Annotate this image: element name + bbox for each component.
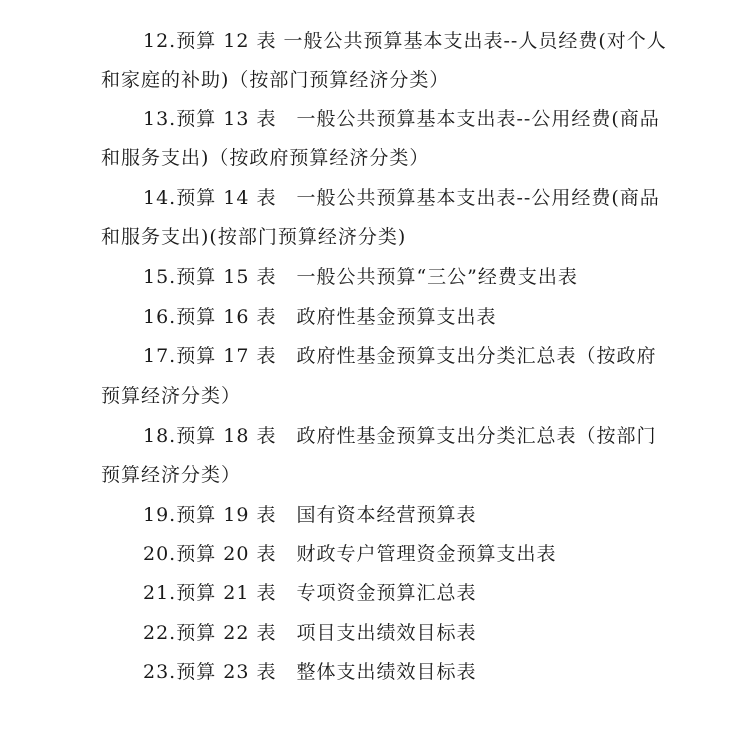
list-item-13: 13.预算 13 表 一般公共预算基本支出表--公用经费(商品 xyxy=(143,108,660,130)
list-item-19: 19.预算 19 表 国有资本经营预算表 xyxy=(143,504,477,526)
list-item-22: 22.预算 22 表 项目支出绩效目标表 xyxy=(143,622,477,644)
list-item-17: 17.预算 17 表 政府性基金预算支出分类汇总表（按政府 xyxy=(143,345,657,367)
list-item-14-continuation: 和服务支出)(按部门预算经济分类) xyxy=(101,226,407,248)
list-item-23: 23.预算 23 表 整体支出绩效目标表 xyxy=(143,661,477,683)
list-item-18-continuation: 预算经济分类） xyxy=(101,464,242,486)
list-item-16: 16.预算 16 表 政府性基金预算支出表 xyxy=(143,306,497,328)
list-item-13-continuation: 和服务支出)（按政府预算经济分类） xyxy=(101,147,430,169)
list-item-17-continuation: 预算经济分类） xyxy=(101,385,242,407)
list-item-12: 12.预算 12 表 一般公共预算基本支出表--人员经费(对个人 xyxy=(143,30,667,52)
list-item-20: 20.预算 20 表 财政专户管理资金预算支出表 xyxy=(143,543,557,565)
list-item-14: 14.预算 14 表 一般公共预算基本支出表--公用经费(商品 xyxy=(143,187,660,209)
list-item-21: 21.预算 21 表 专项资金预算汇总表 xyxy=(143,582,477,604)
list-item-18: 18.预算 18 表 政府性基金预算支出分类汇总表（按部门 xyxy=(143,425,657,447)
list-item-15: 15.预算 15 表 一般公共预算“三公”经费支出表 xyxy=(143,266,578,288)
list-item-12-continuation: 和家庭的补助)（按部门预算经济分类） xyxy=(101,69,450,91)
